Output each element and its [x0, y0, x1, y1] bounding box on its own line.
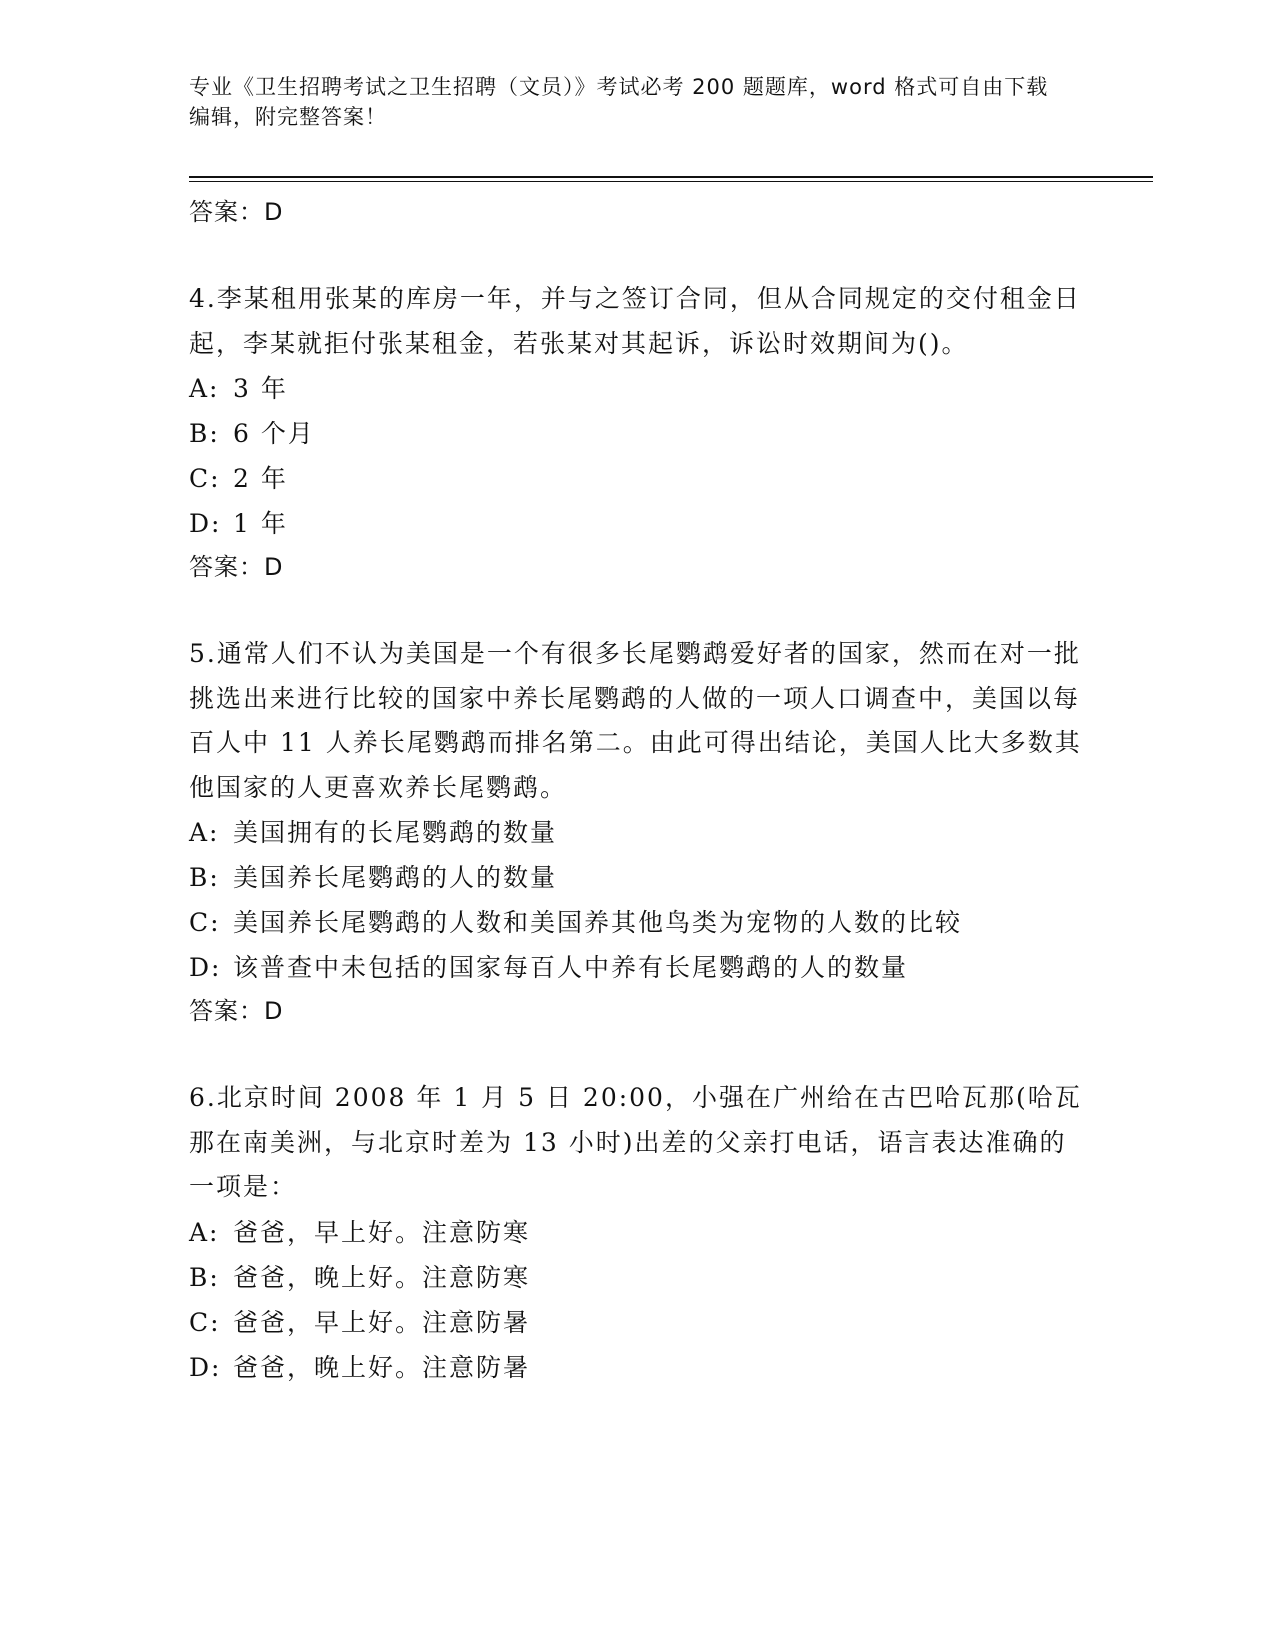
option-letter: C:	[189, 464, 221, 493]
option-b	[189, 855, 1089, 900]
option-text: 美国养长尾鹦鹉的人的数量	[233, 863, 558, 892]
option-letter: D:	[189, 953, 222, 982]
option-letter: D:	[189, 509, 222, 538]
option-letter: A:	[189, 374, 220, 403]
option-text: 爸爸，早上好。注意防暑	[233, 1307, 531, 1337]
option-letter: A:	[189, 1217, 220, 1247]
question-list	[189, 191, 1089, 1390]
option-text: 1 年	[233, 509, 288, 538]
option-c	[189, 1300, 1089, 1345]
option-letter: C:	[189, 908, 221, 937]
option-text: 美国拥有的长尾鹦鹉的数量	[233, 818, 558, 847]
question-block	[189, 277, 1089, 588]
option-text: 爸爸，晚上好。注意防暑	[233, 1352, 531, 1382]
document-header: 专业《卫生招聘考试之卫生招聘（文员）》考试必考 200 题题库，word 格式可自由下载编辑，附完整答案！	[189, 75, 1049, 129]
option-text: 该普查中未包括的国家每百人中养有长尾鹦鹉的人的数量	[233, 953, 909, 982]
question-block	[189, 1076, 1089, 1390]
option-letter: B:	[189, 419, 220, 448]
option-b	[189, 1255, 1089, 1300]
question-stem: 5.通常人们不认为美国是一个有很多长尾鹦鹉爱好者的国家，然而在对一批挑选出来进行比较的国家中养长尾鹦鹉的人做的一项人口调查中，美国以每百人中 11 人养长尾鹦鹉而排名第二。由此可得出结论，美国人比大多数其他国家的人更喜欢养长尾鹦鹉。	[189, 639, 1082, 802]
option-letter: D:	[189, 1352, 222, 1382]
option-list	[189, 810, 1089, 990]
option-letter: B:	[189, 1262, 220, 1292]
option-a	[189, 1210, 1089, 1255]
option-text: 6 个月	[233, 419, 315, 448]
option-a	[189, 366, 1089, 411]
option-list	[189, 1210, 1089, 1390]
option-text: 美国养长尾鹦鹉的人数和美国养其他鸟类为宠物的人数的比较	[233, 908, 963, 937]
option-letter: A:	[189, 818, 220, 847]
option-d	[189, 945, 1089, 990]
option-text: 爸爸，早上好。注意防寒	[233, 1217, 531, 1247]
question-block	[189, 632, 1089, 1032]
option-d	[189, 1345, 1089, 1390]
option-list	[189, 366, 1089, 546]
option-letter: B:	[189, 863, 220, 892]
option-text: 3 年	[233, 374, 288, 403]
answer-line: 答案：D	[189, 198, 284, 226]
option-a	[189, 810, 1089, 855]
option-b	[189, 411, 1089, 456]
option-c	[189, 900, 1089, 945]
header-rule-thin	[189, 181, 1153, 182]
answer-line: 答案：D	[189, 553, 284, 581]
option-d	[189, 501, 1089, 546]
option-c	[189, 456, 1089, 501]
question-stem: 6.北京时间 2008 年 1 月 5 日 20:00，小强在广州给在古巴哈瓦那(哈瓦那在南美洲，与北京时差为 13 小时)出差的父亲打电话，语言表达准确的一项是：	[189, 1083, 1082, 1201]
option-text: 爸爸，晚上好。注意防寒	[233, 1262, 531, 1292]
answer-line: 答案：D	[189, 997, 284, 1025]
question-stem: 4.李某租用张某的库房一年，并与之签订合同，但从合同规定的交付租金日起，李某就拒付张某租金，若张某对其起诉，诉讼时效期间为()。	[189, 284, 1081, 358]
option-letter: C:	[189, 1307, 221, 1337]
option-text: 2 年	[233, 464, 288, 493]
header-rule-thick	[189, 176, 1153, 178]
